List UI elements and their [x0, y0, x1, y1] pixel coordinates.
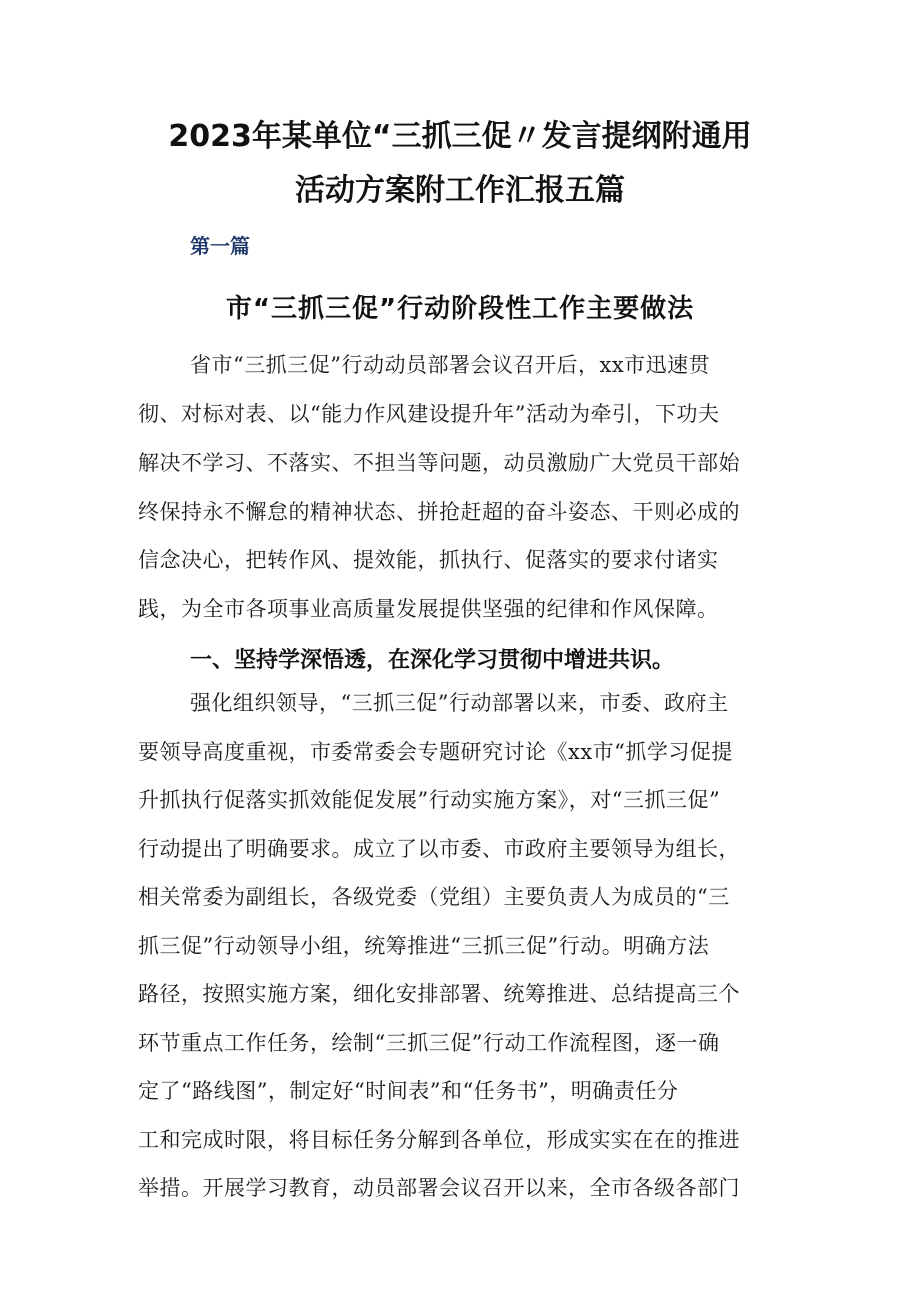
paragraph-line: 解决不学习、不落实、不担当等问题，动员激励广大党员干部始	[138, 451, 740, 475]
document-title-line: 活动方案附工作汇报五篇	[295, 173, 625, 208]
paragraph-line: 要领导高度重视，市委常委会专题研究讨论《xx市“抓学习促提	[138, 740, 733, 764]
article-title: 市“三抓三促”行动阶段性工作主要做法	[225, 294, 695, 324]
paragraph-line: 抓三促”行动领导小组，统筹推进“三抓三促”行动。明确方法	[138, 934, 710, 958]
paragraph-line: 相关常委为副组长，各级党委（党组）主要负责人为成员的“三	[138, 885, 730, 909]
paragraph-line: 彻、对标对表、以“能力作风建设提升年”活动为牵引，下功夫	[138, 402, 720, 426]
paragraph-line: 行动提出了明确要求。成立了以市委、市政府主要领导为组长，	[138, 837, 740, 861]
paragraph-line: 终保持永不懈怠的精神状态、拼抢赶超的奋斗姿态、干则必成的	[138, 500, 740, 524]
paragraph-line: 强化组织领导，“三抓三促”行动部署以来，市委、政府主	[190, 691, 729, 715]
paragraph-line: 环节重点工作任务，绘制“三抓三促”行动工作流程图，逐一确	[138, 1031, 720, 1055]
section-heading: 一、坚持学深悟透，在深化学习贯彻中增进共识。	[190, 648, 675, 673]
paragraph-line: 省市“三抓三促”行动动员部署会议召开后，xx市迅速贯	[190, 353, 711, 377]
document-title-line: 2023年某单位“三抓三促〃发言提纲附通用	[168, 119, 752, 154]
paragraph-line: 践，为全市各项事业高质量发展提供坚强的纪律和作风保障。	[138, 597, 719, 621]
paragraph-line: 举措。开展学习教育，动员部署会议召开以来，全市各级各部门	[138, 1176, 740, 1200]
paragraph-line: 信念决心，把转作风、提效能，抓执行、促落实的要求付诸实	[138, 548, 719, 572]
section-label: 第一篇	[190, 234, 250, 258]
paragraph-line: 升抓执行促落实抓效能促发展”行动实施方案》，对“三抓三促”	[138, 788, 721, 812]
paragraph-line: 工和完成时限，将目标任务分解到各单位，形成实实在在的推进	[138, 1128, 740, 1152]
paragraph-line: 路径，按照实施方案，细化安排部署、统筹推进、总结提高三个	[138, 982, 740, 1006]
document-title	[0, 110, 920, 218]
paragraph-line: 定了“路线图”，制定好“时间表”和“任务书”，明确责任分	[138, 1079, 679, 1103]
